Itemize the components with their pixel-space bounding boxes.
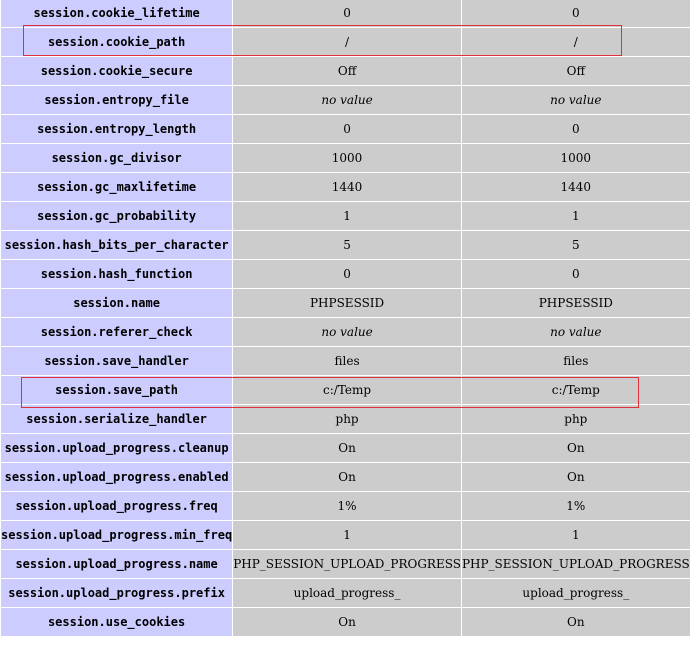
master-value: 0 — [461, 0, 690, 28]
config-row — [1, 0, 691, 28]
local-value: 0 — [233, 0, 462, 28]
config-row — [1, 405, 691, 434]
master-value — [461, 86, 690, 115]
local-value-text: no value — [321, 93, 373, 107]
config-row — [1, 173, 691, 202]
directive-name: session.use_cookies — [1, 608, 233, 637]
directive-name: session.upload_progress.prefix — [1, 579, 233, 608]
local-value: 0 — [233, 260, 462, 289]
config-row — [1, 608, 691, 637]
config-row — [1, 28, 691, 57]
directive-name: session.upload_progress.enabled — [1, 463, 233, 492]
master-value: On — [461, 434, 690, 463]
directive-name: session.upload_progress.freq — [1, 492, 233, 521]
directive-name: session.cookie_path — [1, 28, 233, 57]
local-value: 1440 — [233, 173, 462, 202]
local-value: 1% — [233, 492, 462, 521]
master-value: 0 — [461, 115, 690, 144]
directive-name: session.cookie_lifetime — [1, 0, 233, 28]
directive-name: session.entropy_length — [1, 115, 233, 144]
local-value: On — [233, 608, 462, 637]
config-row — [1, 144, 691, 173]
directive-name: session.referer_check — [1, 318, 233, 347]
local-value: PHPSESSID — [233, 289, 462, 318]
local-value: php — [233, 405, 462, 434]
local-value: 0 — [233, 115, 462, 144]
master-value: c:/Temp — [461, 376, 690, 405]
directive-name: session.cookie_secure — [1, 57, 233, 86]
directive-name: session.upload_progress.min_freq — [1, 521, 233, 550]
master-value: 1 — [461, 202, 690, 231]
config-row — [1, 231, 691, 260]
master-value: / — [461, 28, 690, 57]
directive-name: session.entropy_file — [1, 86, 233, 115]
local-value: upload_progress_ — [233, 579, 462, 608]
directive-name: session.hash_bits_per_character — [1, 231, 233, 260]
config-row — [1, 463, 691, 492]
config-row — [1, 579, 691, 608]
local-value-text: no value — [321, 325, 373, 339]
config-row — [1, 318, 691, 347]
config-row — [1, 521, 691, 550]
local-value — [233, 318, 462, 347]
config-row — [1, 289, 691, 318]
config-row — [1, 376, 691, 405]
master-value: php — [461, 405, 690, 434]
directive-name: session.upload_progress.cleanup — [1, 434, 233, 463]
config-row — [1, 347, 691, 376]
master-value: 0 — [461, 260, 690, 289]
local-value: 1 — [233, 521, 462, 550]
config-row — [1, 57, 691, 86]
master-value: 1% — [461, 492, 690, 521]
master-value-text: no value — [550, 93, 602, 107]
local-value: 5 — [233, 231, 462, 260]
master-value: On — [461, 608, 690, 637]
local-value: 1 — [233, 202, 462, 231]
master-value: upload_progress_ — [461, 579, 690, 608]
config-row — [1, 434, 691, 463]
directive-name: session.hash_function — [1, 260, 233, 289]
master-value: 1 — [461, 521, 690, 550]
directive-name: session.gc_probability — [1, 202, 233, 231]
local-value: 1000 — [233, 144, 462, 173]
directive-name: session.upload_progress.name — [1, 550, 233, 579]
local-value — [233, 86, 462, 115]
directive-name: session.name — [1, 289, 233, 318]
local-value: files — [233, 347, 462, 376]
master-value: files — [461, 347, 690, 376]
master-value: On — [461, 463, 690, 492]
local-value: On — [233, 434, 462, 463]
directive-name: session.gc_divisor — [1, 144, 233, 173]
directive-name: session.gc_maxlifetime — [1, 173, 233, 202]
master-value: 1440 — [461, 173, 690, 202]
config-row — [1, 260, 691, 289]
directive-name: session.serialize_handler — [1, 405, 233, 434]
master-value: 1000 — [461, 144, 690, 173]
config-row — [1, 202, 691, 231]
config-row — [1, 550, 691, 579]
local-value: PHP_SESSION_UPLOAD_PROGRESS — [233, 550, 462, 579]
directive-name: session.save_path — [1, 376, 233, 405]
local-value: On — [233, 463, 462, 492]
config-row — [1, 492, 691, 521]
directive-name: session.save_handler — [1, 347, 233, 376]
local-value: Off — [233, 57, 462, 86]
master-value — [461, 318, 690, 347]
config-row — [1, 86, 691, 115]
master-value-text: no value — [550, 325, 602, 339]
master-value: PHPSESSID — [461, 289, 690, 318]
local-value: / — [233, 28, 462, 57]
master-value: 5 — [461, 231, 690, 260]
local-value: c:/Temp — [233, 376, 462, 405]
config-row — [1, 115, 691, 144]
master-value: PHP_SESSION_UPLOAD_PROGRESS — [461, 550, 690, 579]
master-value: Off — [461, 57, 690, 86]
